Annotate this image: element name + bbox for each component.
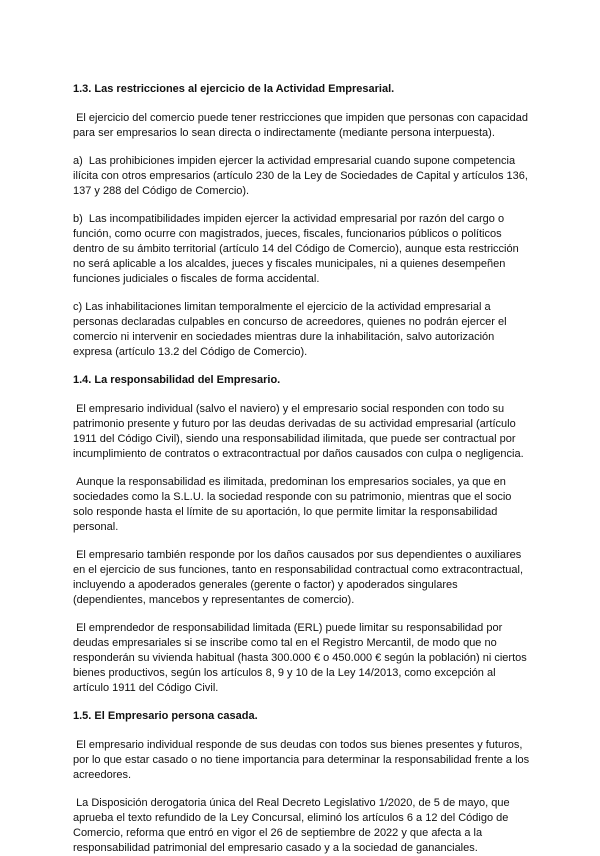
paragraph: La Disposición derogatoria única del Real Decreto Legislativo 1/2020, de 5 de mayo, que aprueba el texto refundido de la Ley Concursal, eliminó los artículos 6 a 12 del Código de Comercio, reforma que entró en vigor el 26 de septiembre de 2022 y que afecta a la responsabilidad patrimonial del empresario casado y a la sociedad de gananciales. [73, 797, 513, 854]
paragraph: El empresario también responde por los daños causados por sus dependientes o auxiliares en el ejercicio de sus funciones, tanto en responsabilidad contractual como extracontractual, incluyendo a apoderados generales (gerente o factor) y apoderados singulares (dependientes, mancebos y representantes de comercio). [73, 549, 527, 606]
paragraph: El empresario individual (salvo el naviero) y el empresario social responden con todo su patrimonio presente y futuro por las deudas derivadas de su actividad empresarial (artículo 1911 del Código Civil), siendo una responsabilidad ilimitada, que puede ser contractual por incumplimiento de contratos o extracontractual por daños causados con culpa o negligencia. [73, 403, 524, 460]
paragraph: El empresario individual responde de sus deudas con todos sus bienes presentes y futuros, por lo que estar casado o no tiene importancia para determinar la responsabilidad frente a los acreedores. [73, 739, 533, 781]
paragraph: Aunque la responsabilidad es ilimitada, predominan los empresarios sociales, ya que en sociedades como la S.L.U. la sociedad responde con su patrimonio, mientras que el socio solo responde hasta el límite de su aportación, lo que permite limitar la responsabilidad personal. [73, 476, 515, 533]
paragraph: El emprendedor de responsabilidad limitada (ERL) puede limitar su responsabilidad por deudas empresariales si se inscribe como tal en el Registro Mercantil, de modo que no responderán su vivienda habitual (hasta 300.000 € o 450.000 € según la población) ni ciertos bienes productivos, según los artículos 8, 9 y 10 de la Ley 14/2013, como excepción al artículo 1911 del Código Civil. [73, 622, 530, 694]
section-heading-responsabilidad: 1.4. La responsabilidad del Empresario. [73, 374, 281, 386]
paragraph-inhabilitaciones: c) Las inhabilitaciones limitan temporalmente el ejercicio de la actividad empresarial a personas declaradas culpables en concurso de acreedores, quienes no podrán ejercer el comercio ni intervenir en sociedades mientras dure la inhabilitación, salvo autorización expresa (artículo 13.2 del Código de Comercio). [73, 301, 510, 358]
section-heading-persona-casada: 1.5. El Empresario persona casada. [73, 710, 258, 722]
paragraph-prohibiciones: a) Las prohibiciones impiden ejercer la actividad empresarial cuando supone competencia ilícita con otros empresarios (artículo 230 de la Ley de Sociedades de Capital y artículos 136, 137 y 288 del Código de Comercio). [73, 155, 531, 197]
paragraph: El ejercicio del comercio puede tener restricciones que impiden que personas con capacidad para ser empresarios lo sean directa o indirectamente (mediante persona interpuesta). [73, 112, 531, 139]
paragraph-incompatibilidades: b) Las incompatibilidades impiden ejercer la actividad empresarial por razón del cargo o función, como ocurre con magistrados, jueces, fiscales, funcionarios públicos o políticos dentro de su ámbito territorial (artículo 14 del Código de Comercio), aunque esta restricción no será aplicable a los alcaldes, jueces y fiscales municipales, ni a quienes desempeñen funciones judiciales o fiscales de forma accidental. [73, 213, 522, 285]
section-heading-restricciones: 1.3. Las restricciones al ejercicio de la Actividad Empresarial. [73, 83, 395, 95]
document-page [73, 82, 533, 856]
